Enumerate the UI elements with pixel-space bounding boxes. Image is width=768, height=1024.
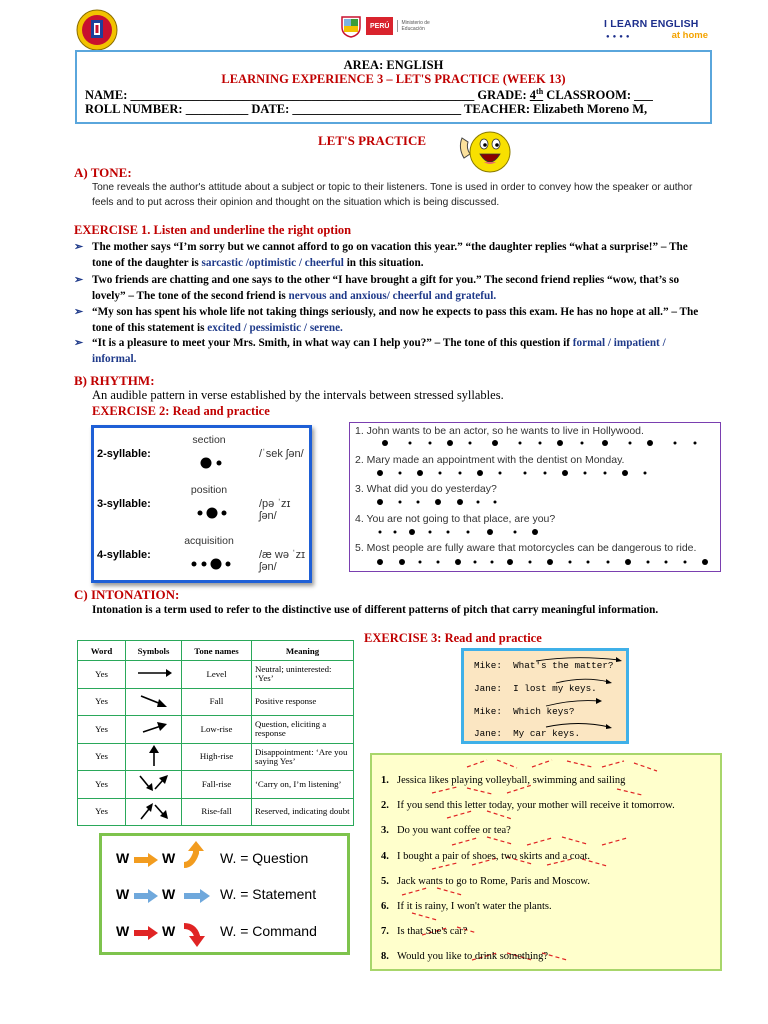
table-header-row (78, 641, 354, 661)
practice-item (381, 851, 590, 862)
question-key-label: W. = Question (220, 850, 309, 866)
intonation-key-box (99, 833, 350, 955)
learn-english-logo (604, 18, 708, 44)
high-rise-arrow-icon (126, 743, 182, 771)
intonation-description: Intonation is a term used to refer to the distinctive use of different patterns of pitch that carry meaningful information. (92, 604, 659, 616)
practice-item (381, 926, 467, 937)
dialog-speaker: Mike: (474, 660, 502, 671)
dialog-text: I lost my keys. (513, 683, 597, 694)
peru-label: PERÚ (366, 17, 393, 35)
syllable-label: 3-syllable: (97, 498, 151, 510)
practice-text: If it is rainy, I won't water the plants. (397, 901, 552, 912)
table-cell-meaning: Disappointment: ‘Are you saying Yes’ (252, 743, 354, 771)
level-arrow-icon (126, 661, 182, 689)
practice-item (381, 951, 548, 962)
table-row (78, 716, 354, 744)
syllable-row (94, 531, 309, 581)
table-cell-tone: Level (182, 661, 252, 689)
tone-item-options[interactable]: formal / impatient / informal. (92, 337, 666, 365)
table-cell-tone: High-rise (182, 743, 252, 771)
statement-key-row (112, 881, 342, 911)
practice-text: Would you like to drink something? (397, 951, 549, 962)
table-cell-meaning: Positive response (252, 688, 354, 716)
table-cell-word: Yes (78, 661, 126, 689)
w-letter: W (162, 886, 176, 902)
tone-heading: A) TONE: (74, 165, 132, 180)
syllable-word: position (190, 484, 228, 496)
roll-date-teacher-line: ROLL NUMBER: __________ DATE: ___________________________ TEACHER: Elizabeth Moreno M, (85, 102, 648, 116)
practice-number: 2. (381, 800, 389, 811)
ministry-label: Ministerio de Educación (397, 20, 437, 32)
arrow-bullet-icon: ➢ (74, 306, 84, 318)
intonation-practice-box (370, 753, 722, 971)
peru-shield-icon (340, 14, 362, 38)
stress-dots-icon (184, 506, 244, 520)
rhythm-sentence: 1. John wants to be an actor, so he wants to live in Hollywood. (355, 425, 644, 437)
table-row (78, 688, 354, 716)
rhythm-sentences-box (349, 422, 721, 572)
table-cell-meaning: Reserved, indicating doubt (252, 798, 354, 826)
falling-red-arrow-icon (182, 922, 212, 948)
syllable-ipa: /æ wə ˈzɪ ʃən/ (259, 549, 306, 573)
learn-dots-icon: ●●●● (606, 34, 633, 40)
syllable-row (94, 430, 309, 480)
table-cell-tone: Fall-rise (182, 771, 252, 799)
student-info-box (75, 50, 712, 124)
table-row (78, 661, 354, 689)
w-letter: W (116, 886, 130, 902)
practice-text: If you send this letter today, your mother will receive it tomorrow. (397, 800, 675, 811)
classroom-label: CLASSROOM: ___ (543, 88, 653, 103)
syllable-word: acquisition (184, 535, 234, 547)
w-letter: W (116, 850, 130, 866)
syllable-label: 2-syllable: (97, 448, 151, 460)
dialog-text: What's the matter? (513, 660, 614, 671)
rhythm-dots-icon (360, 527, 715, 537)
dialog-speaker: Mike: (474, 706, 502, 717)
question-key-row (112, 845, 342, 875)
exercise-3-title: EXERCISE 3: Read and practice (364, 631, 542, 645)
rhythm-sentence: 4. You are not going to that place, are you? (355, 513, 556, 525)
practice-item (381, 775, 625, 786)
tone-item-text: The mother says “I’m sorry but we cannot afford to go on vacation this year.” “the daughter replies “what a surprise!” – The tone of the daughter is (92, 241, 688, 269)
rhythm-sentence: 5. Most people are fully aware that motorcycles can be dangerous to ride. (355, 542, 697, 554)
table-cell-meaning: ‘Carry on, I’m listening’ (252, 771, 354, 799)
table-cell-meaning: Question, eliciting a response (252, 716, 354, 744)
intonation-heading: C) INTONATION: (74, 587, 180, 602)
intonation-curve-icon (544, 698, 604, 708)
dialog-speaker: Jane: (474, 683, 502, 694)
dialog-text: My car keys. (513, 728, 581, 739)
table-cell-word: Yes (78, 771, 126, 799)
page-title: LET'S PRACTICE (318, 133, 426, 148)
exercise-1-title: EXERCISE 1. Listen and underline the right option (74, 223, 352, 237)
table-cell-tone: Low-rise (182, 716, 252, 744)
rise-fall-arrow-icon (126, 798, 182, 826)
red-arrow-icon (134, 926, 158, 940)
intonation-table (77, 640, 354, 826)
practice-number: 1. (381, 775, 389, 786)
arrow-bullet-icon: ➢ (74, 274, 84, 286)
rhythm-dots-icon (360, 497, 715, 507)
rhythm-description: An audible pattern in verse established by the intervals between stressed syllables. (92, 388, 504, 402)
arrow-bullet-icon: ➢ (74, 241, 84, 253)
practice-text: Jessica likes playing volleyball, swimming and sailing (397, 775, 626, 786)
intonation-curve-icon (554, 675, 614, 685)
grade-sup: th (536, 87, 544, 96)
table-header: Word (78, 641, 126, 661)
fall-arrow-icon (126, 688, 182, 716)
rhythm-dots-icon (360, 557, 715, 567)
dashed-intonation-arrows (372, 755, 724, 973)
table-cell-word: Yes (78, 688, 126, 716)
name-line: NAME: _______________________________________________________ GRADE: (85, 88, 530, 103)
low-rise-arrow-icon (126, 716, 182, 744)
practice-text: I bought a pair of shoes, two skirts and a coat. (397, 851, 591, 862)
table-row (78, 743, 354, 771)
intonation-curve-icon (534, 653, 624, 663)
practice-text: Is that Sue's car? (397, 926, 468, 937)
command-key-row (112, 918, 342, 948)
flat-blue-arrow-icon (184, 889, 210, 903)
practice-text: Do you want coffee or tea? (397, 825, 511, 836)
syllable-word: section (192, 434, 226, 446)
practice-item (381, 876, 590, 887)
exercise-2-title: EXERCISE 2: Read and practice (92, 404, 270, 418)
table-cell-word: Yes (78, 743, 126, 771)
syllable-row (94, 480, 309, 530)
table-header: Meaning (252, 641, 354, 661)
tone-item-text: “My son has spent his whole life not taking things seriously, and now he expects to pass this exam. He has no hope at all.” – The tone of this statement is (92, 306, 699, 334)
practice-item (381, 825, 511, 836)
dialog-speaker: Jane: (474, 728, 502, 739)
practice-number: 4. (381, 851, 389, 862)
school-crest-logo (76, 8, 118, 52)
syllable-box (91, 425, 312, 583)
dialog-box (461, 648, 629, 744)
rhythm-sentence: 3. What did you do yesterday? (355, 483, 497, 495)
tone-item (74, 304, 702, 336)
practice-text: Jack wants to go to Rome, Paris and Moscow. (397, 876, 590, 887)
tone-item-text: Two friends are chatting and one says to the other “I have brought a gift for you.” The second friend replies “wow, that’s so lovely” – The tone of the second friend is (92, 274, 680, 302)
table-row (78, 771, 354, 799)
grade-value: 4 (529, 88, 537, 103)
table-cell-word: Yes (78, 716, 126, 744)
tone-item (74, 335, 702, 367)
tone-item (74, 239, 702, 271)
dialog-line (474, 728, 580, 739)
ministry-logo (340, 12, 460, 40)
learn-english-title: I LEARN ENGLISH (604, 18, 699, 30)
tone-item-text: “It is a pleasure to meet your Mrs. Smith, in what way can I help you?” – The tone of this question if (92, 337, 573, 349)
w-letter: W (162, 923, 176, 939)
experience-label: LEARNING EXPERIENCE 3 – LET'S PRACTICE (WEEK 13) (221, 72, 566, 86)
tone-description: Tone reveals the author's attitude about a subject or topic to their listeners. Tone is used in order to convey how the speaker or author feels and to put across their opinion and thought on the situation which is being discussed. (92, 182, 693, 208)
smiley-shouting-icon (456, 128, 514, 174)
table-cell-word: Yes (78, 798, 126, 826)
fall-rise-arrow-icon (126, 771, 182, 799)
practice-item (381, 800, 675, 811)
rhythm-heading: B) RHYTHM: (74, 373, 155, 388)
area-label: AREA: ENGLISH (343, 58, 444, 72)
practice-number: 5. (381, 876, 389, 887)
orange-arrow-icon (134, 853, 158, 867)
command-key-label: W. = Command (220, 923, 317, 939)
rhythm-sentence: 2. Mary made an appointment with the dentist on Monday. (355, 454, 625, 466)
w-letter: W (162, 850, 176, 866)
practice-item (381, 901, 552, 912)
arrow-bullet-icon: ➢ (74, 337, 84, 349)
rising-orange-arrow-icon (182, 841, 212, 869)
at-home-label: at home (671, 30, 708, 41)
rhythm-dots-icon (360, 438, 715, 448)
table-cell-meaning: Neutral; uninterested: ‘Yes’ (252, 661, 354, 689)
table-header: Symbols (126, 641, 182, 661)
stress-dots-icon (184, 456, 244, 470)
practice-number: 3. (381, 825, 389, 836)
w-letter: W (116, 923, 130, 939)
practice-number: 7. (381, 926, 389, 937)
syllable-ipa: /pə ˈzɪ ʃən/ (259, 498, 291, 522)
tone-item-tail: in this situation. (343, 257, 424, 269)
practice-number: 8. (381, 951, 389, 962)
dialog-text: Which keys? (513, 706, 575, 717)
practice-number: 6. (381, 901, 389, 912)
syllable-label: 4-syllable: (97, 549, 151, 561)
tone-item-options[interactable]: nervous and anxious/ cheerful and grateful. (288, 290, 497, 302)
rhythm-dots-icon (360, 468, 715, 478)
stress-dots-icon (184, 557, 244, 571)
table-cell-tone: Rise-fall (182, 798, 252, 826)
statement-key-label: W. = Statement (220, 886, 317, 902)
syllable-ipa: /ˈsek ʃən/ (259, 448, 304, 460)
tone-item-options[interactable]: sarcastic /optimistic / cheerful (201, 257, 344, 269)
name-grade-line (85, 87, 702, 103)
tone-item (74, 272, 702, 304)
table-header: Tone names (182, 641, 252, 661)
intonation-curve-icon (544, 719, 614, 729)
table-cell-tone: Fall (182, 688, 252, 716)
tone-item-options[interactable]: excited / pessimistic / serene. (207, 322, 343, 334)
blue-arrow-icon (134, 889, 158, 903)
table-row (78, 798, 354, 826)
